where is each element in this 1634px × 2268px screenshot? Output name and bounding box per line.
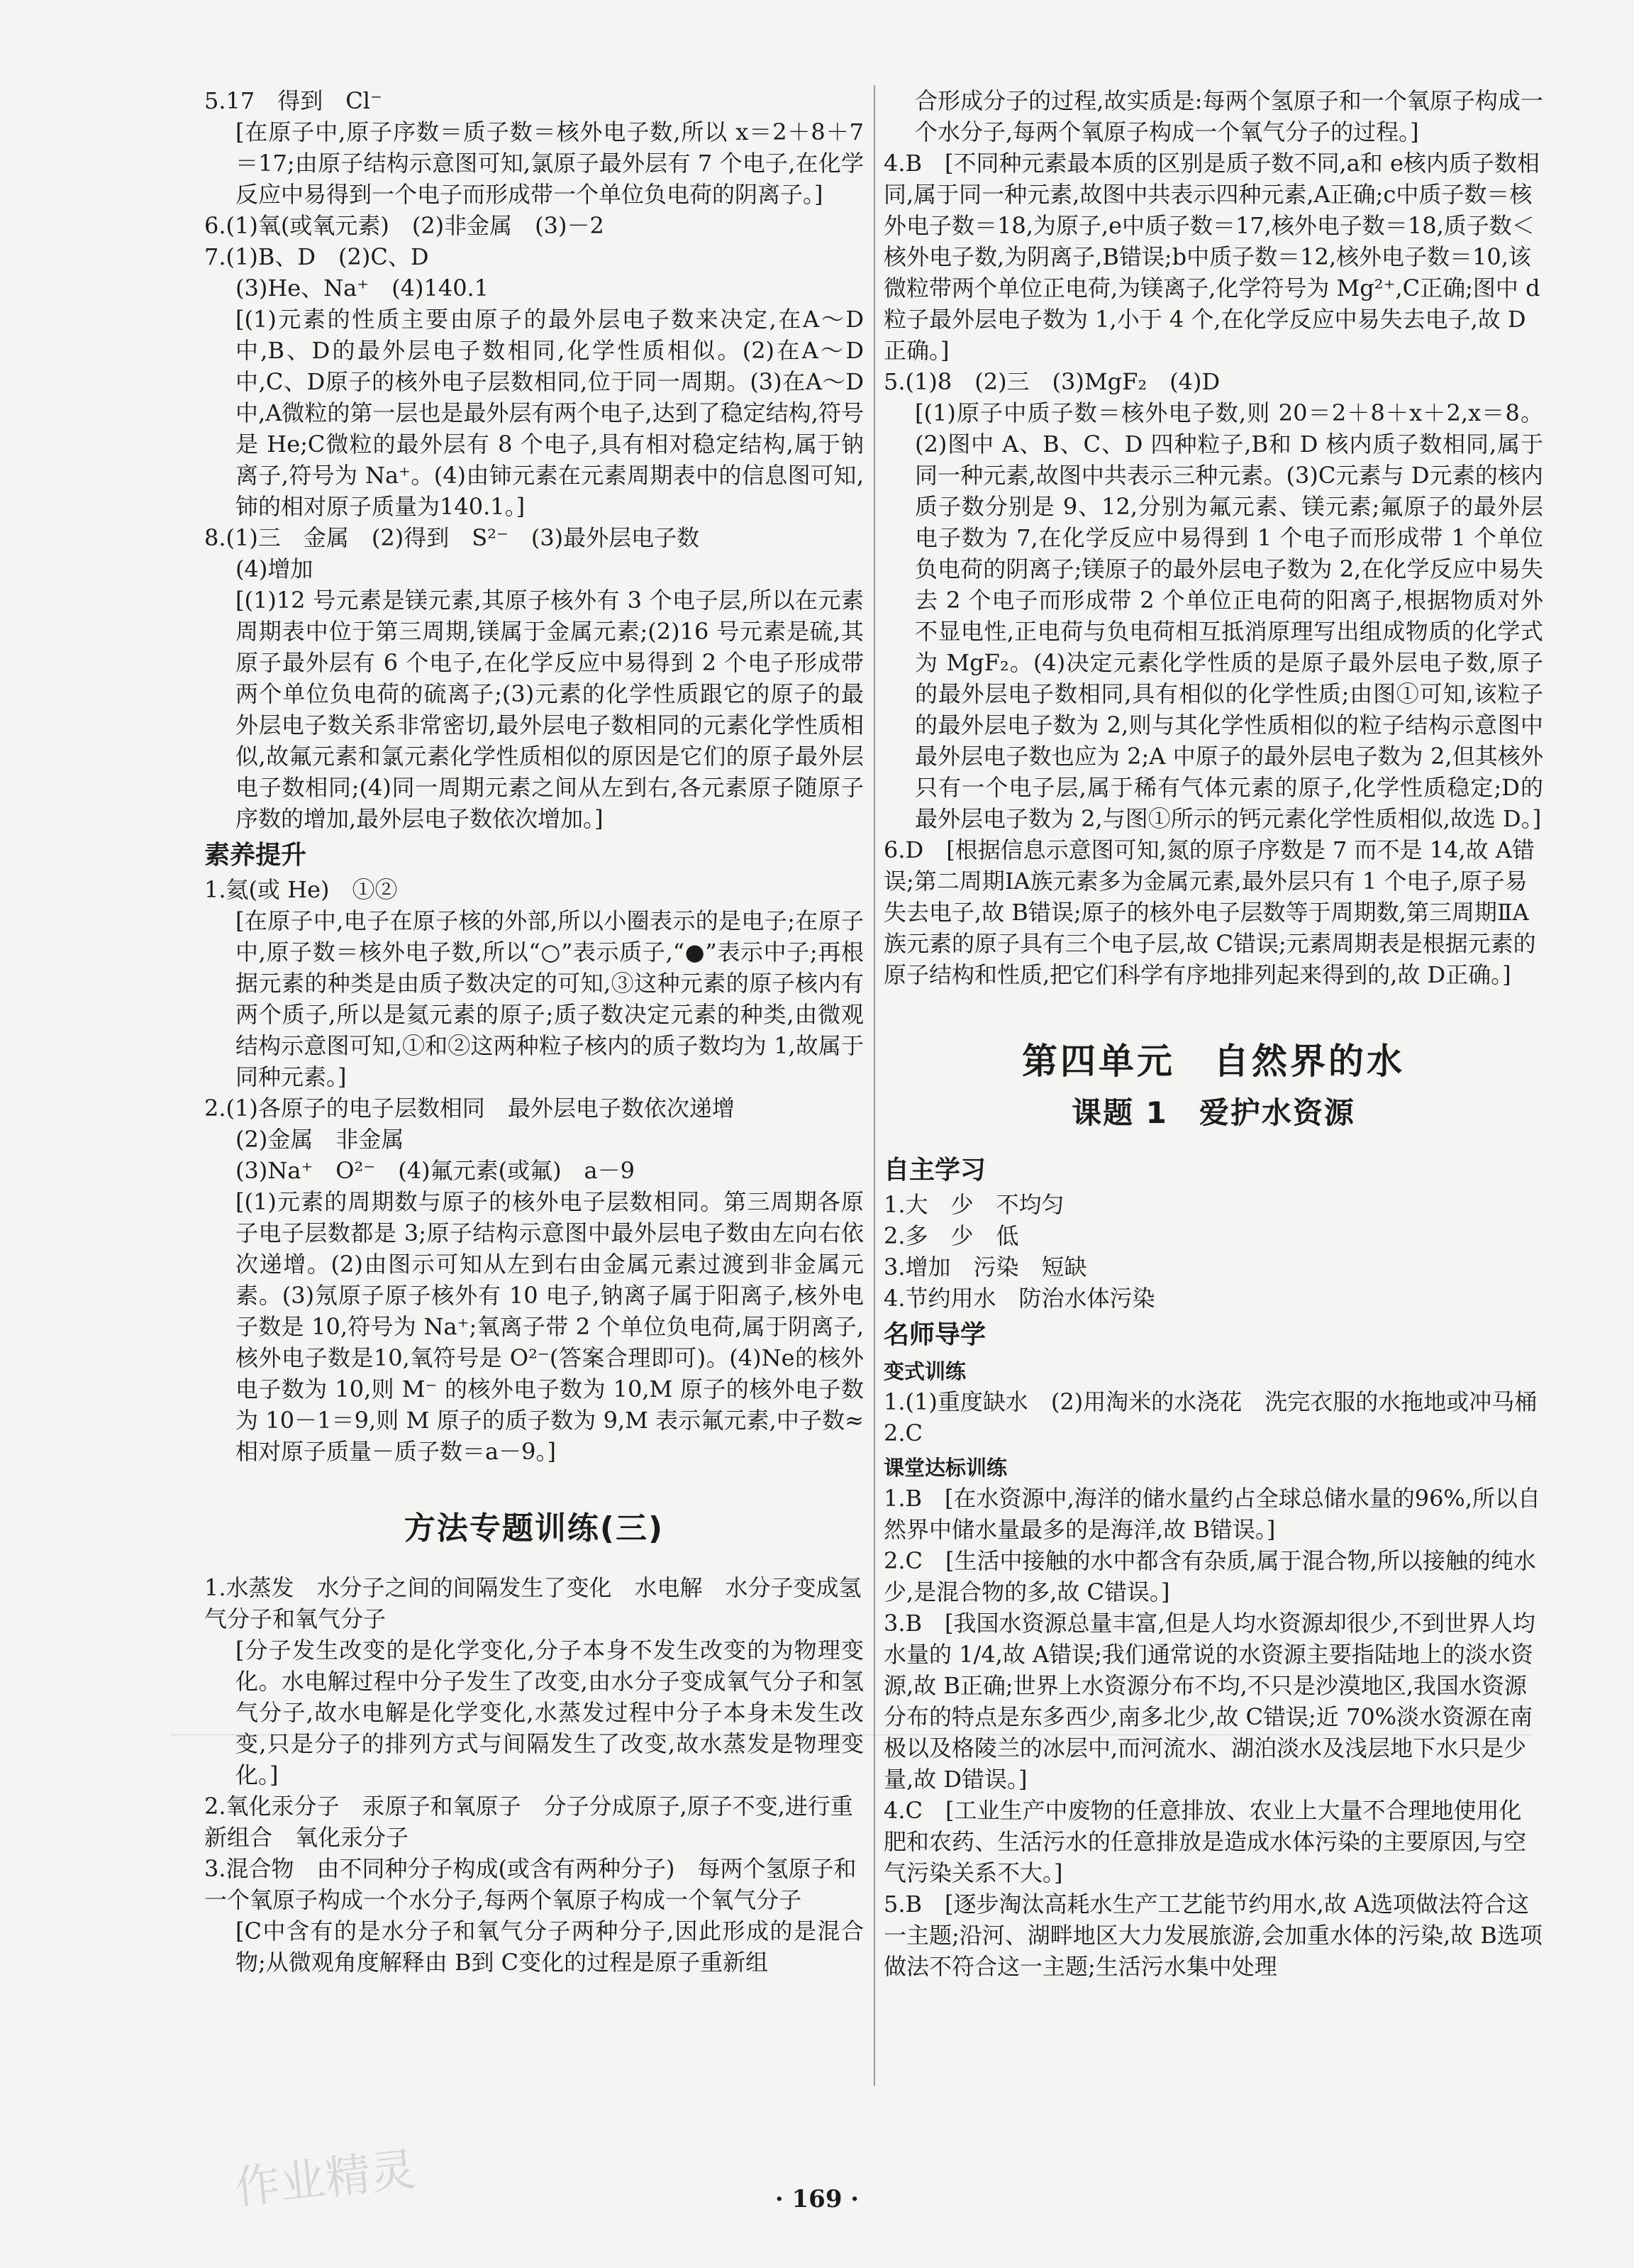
answer-item: 7.(1)B、D (2)C、D [204,243,429,270]
answer-item: 2.氧化汞分子 汞原子和氧原子 分子分成原子,原子不变,进行重新组合 氧化汞分子 [204,1793,853,1851]
answer-item: 1.B [在水资源中,海洋的储水量约占全球总储水量的96%,所以自然界中储水量最多的是海洋,故 B错误。] [884,1485,1541,1543]
left-column [204,85,864,1978]
answer-item: 1.水蒸发 水分子之间的间隔发生了变化 水电解 水分子变成氢气分子和氧气分子 [204,1574,862,1632]
explanation: [在原子中,原子序数＝质子数＝核外电子数,所以 x＝2＋8＋7＝17;由原子结构示意图可知,氯原子最外层有 7 个电子,在化学反应中易得到一个电子而形成带一个单位负电荷的阴离子。] [235,118,864,208]
explanation: [(1)12 号元素是镁元素,其原子核外有 3 个电子层,所以在元素周期表中位于第三周期,镁属于金属元素;(2)16 号元素是硫,其原子最外层有 6 个电子,在化学反应中易得到 2 个电子形成带两个单位负电荷的硫离子;(3)元素的化学性质跟它的原子的最外层电子数关系非常密切,最外层电子数相同的元素化学性质相似,故氟元素和氯元素化学性质相似的原因是它们的原子最外层电子数相同;(4)同一周期元素之间从左到右,各元素原子随原子序数的增加,最外层电子数依次增加。] [235,587,864,832]
column-divider [874,85,875,2086]
answer-item: 4.节约用水 防治水体污染 [884,1285,1155,1312]
explanation: [在原子中,电子在原子核的外部,所以小圈表示的是电子;在原子中,原子数＝核外电子数,所以“○”表示质子,“●”表示中子;再根据元素的种类是由质子数决定的可知,③这种元素的原子核内有两个质子,所以是氦元素的原子;质子数决定元素的种类,由微观结构示意图可知,①和②这两种粒子核内的质子数均为 1,故属于同种元素。] [235,907,864,1090]
explanation: [(1)元素的周期数与原子的核外电子层数相同。第三周期各原子电子层数都是 3;原子结构示意图中最外层电子数由左向右依次递增。(2)由图示可知从左到右由金属元素过渡到非金属元素。(3)氖原子原子核外有 10 电子,钠离子属于阳离子,核外电子数是 10,符号为 Na⁺;氧离子带 2 个单位负电荷,属于阴离子,核外电子数是10,氧符号是 O²⁻(答案合理即可)。(4)Ne的核外电子数为 10,则 M⁻ 的核外电子数为 10,M 原子的核外电子数为 10－1＝9,则 M 原子的质子数为 9,M 表示氟元素,中子数≈相对原子质量－质子数＝a－9。] [235,1188,864,1465]
answer-item: 5.(1)8 (2)三 (3)MgF₂ (4)D [884,368,1221,395]
answer-item: 4.B [不同种元素最本质的区别是质子数不同,a和 e核内质子数相同,属于同一种元素,故图中共表示四种元素,A正确;c中质子数＝核外电子数＝18,为原子,e中质子数＝17,核外电子数＝18,质子数＜核外电子数,为阴离子,B错误;b中质子数＝12,核外电子数＝10,该微粒带两个单位正电荷,为镁离子,化学符号为 Mg²⁺,C正确;图中 d粒子最外层电子数为 1,小于 4 个,在化学反应中易失去电子,故 D正确。] [884,150,1540,364]
answer-item: 1.大 少 不均匀 [884,1191,1065,1218]
answer-subline: (4)增加 [235,555,313,582]
answer-item: 2.C [884,1420,923,1446]
subsection-heading: 变式训练 [884,1359,967,1383]
explanation: 合形成分子的过程,故实质是:每两个氢原子和一个氧原子构成一个水分子,每两个氧原子构成一个氧气分子的过程。] [915,87,1543,145]
section-heading: 自主学习 [884,1156,986,1185]
answer-item: 5.B [逐步淘汰高耗水生产工艺能节约用水,故 A选项做法符合这一主题;沿河、湖畔地区大力发展旅游,会加重水体的污染,故 B选项做法不符合这一主题;生活污水集中处理 [884,1891,1543,1980]
answer-item: 2.C [生活中接触的水中都含有杂质,属于混合物,所以接触的纯水少,是混合物的多,故 C错误。] [884,1547,1536,1605]
explanation: [C中含有的是水分子和氧气分子两种分子,因此形成的是混合物;从微观角度解释由 B到 C变化的过程是原子重新组 [235,1918,864,1976]
answer-subline: (2)金属 非金属 [235,1126,404,1153]
answer-item: 2.(1)各原子的电子层数相同 最外层电子数依次递增 [204,1095,735,1122]
answer-item: 3.混合物 由不同种分子构成(或含有两种分子) 每两个氢原子和一个氧原子构成一个水分子,每两个氧原子构成一个氧气分子 [204,1855,857,1913]
answer-item: 6.D [根据信息示意图可知,氮的原子序数是 7 而不是 14,故 A错误;第二周期ⅠA族元素多为金属元素,最外层只有 1 个电子,原子易失去电子,故 B错误;原子的核外电子层数等于周期数,第三周期ⅡA族元素的原子具有三个电子层,故 C错误;元素周期表是根据元素的原子结构和性质,把它们科学有序地排列起来得到的,故 D正确。] [884,836,1536,988]
section-heading: 素养提升 [204,841,307,870]
answer-item: 4.C [工业生产中废物的任意排放、农业上大量不合理地使用化肥和农药、生活污水的任意排放是造成水体污染的主要原因,与空气污染关系不大。] [884,1797,1527,1886]
explanation: [(1)元素的性质主要由原子的最外层电子数来决定,在A～D中,B、D的最外层电子数相同,化学性质相似。(2)在A～D中,C、D原子的核外电子层数相同,位于同一周期。(3)在A～D中,A微粒的第一层也是最外层有两个电子,达到了稳定结构,符号是 He;C微粒的最外层有 8 个电子,具有相对稳定结构,属于钠离子,符号为 Na⁺。(4)由铈元素在元素周期表中的信息图可知,铈的相对原子质量为140.1。] [235,306,864,520]
answer-item: 8.(1)三 金属 (2)得到 S²⁻ (3)最外层电子数 [204,524,700,551]
answer-item: 5.17 得到 Cl⁻ [204,87,382,114]
answer-item: 1.(1)重度缺水 (2)用淘米的水浇花 洗完衣服的水拖地或冲马桶 [884,1388,1538,1415]
lesson-title: 课题 1 爱护水资源 [1072,1095,1355,1130]
subsection-heading: 课堂达标训练 [884,1456,1008,1480]
answer-item: 6.(1)氧(或氧元素) (2)非金属 (3)－2 [204,212,604,239]
answer-item: 3.增加 污染 短缺 [884,1254,1087,1280]
answer-item: 2.多 少 低 [884,1222,1019,1249]
right-column [884,85,1543,1982]
page-number: · 169 · [774,2185,860,2213]
answer-subline: (3)He、Na⁺ (4)140.1 [235,275,489,302]
section-heading: 名师导学 [884,1320,986,1349]
explanation: [分子发生改变的是化学变化,分子本身不发生改变的为物理变化。水电解过程中分子发生了改变,由水分子变成氧气分子和氢气分子,故水电解是化学变化,水蒸发过程中分子本身未发生改变,只是分子的排列方式与间隔发生了改变,故水蒸发是物理变化。] [235,1637,864,1788]
explanation: [(1)原子中质子数＝核外电子数,则 20＝2＋8＋x＋2,x＝8。(2)图中 A、B、C、D 四种粒子,B和 D 核内质子数相同,属于同一种元素,故图中共表示三种元素。(3)C元素与 D元素的核内质子数分别是 9、12,分别为氟元素、镁元素;氟原子的最外层电子数为 7,在化学反应中易得到 1 个电子而形成带 1 个单位负电荷的阴离子;镁原子的最外层电子数为 2,在化学反应中易失去 2 个电子而形成带 2 个单位正电荷的阳离子,根据物质对外不显电性,正电荷与负电荷相互抵消原理写出组成物质的化学式为 MgF₂。(4)决定元素化学性质的是原子最外层电子数,原子的最外层电子数相同,具有相似的化学性质;由图①可知,该粒子的最外层电子数为 2,则与其化学性质相似的粒子结构示意图中最外层电子数也应为 2;A 中原子的最外层电子数为 2,但其核外只有一个电子层,属于稀有气体元素的原子,化学性质稳定;D的最外层电子数为 2,与图①所示的钙元素化学性质相似,故选 D。] [915,399,1543,832]
unit-title: 第四单元 自然界的水 [1022,1041,1405,1082]
topic-title: 方法专题训练(三) [404,1510,665,1547]
answer-subline: (3)Na⁺ O²⁻ (4)氟元素(或氟) a－9 [235,1157,635,1184]
answer-item: 3.B [我国水资源总量丰富,但是人均水资源却很少,不到世界人均水量的 1/4,故 A错误;我们通常说的水资源主要指陆地上的淡水资源,故 B正确;世界上水资源分布不均,不只是沙漠地区,我国水资源分布的特点是东多西少,南多北少,故 C错误;近 70%淡水资源在南极以及格陵兰的冰层中,而河流水、湖泊淡水及浅层地下水只是少量,故 D错误。] [884,1610,1535,1793]
answer-item: 1.氦(或 He) ①② [204,876,398,903]
watermark: 作业精灵 [232,2143,418,2216]
